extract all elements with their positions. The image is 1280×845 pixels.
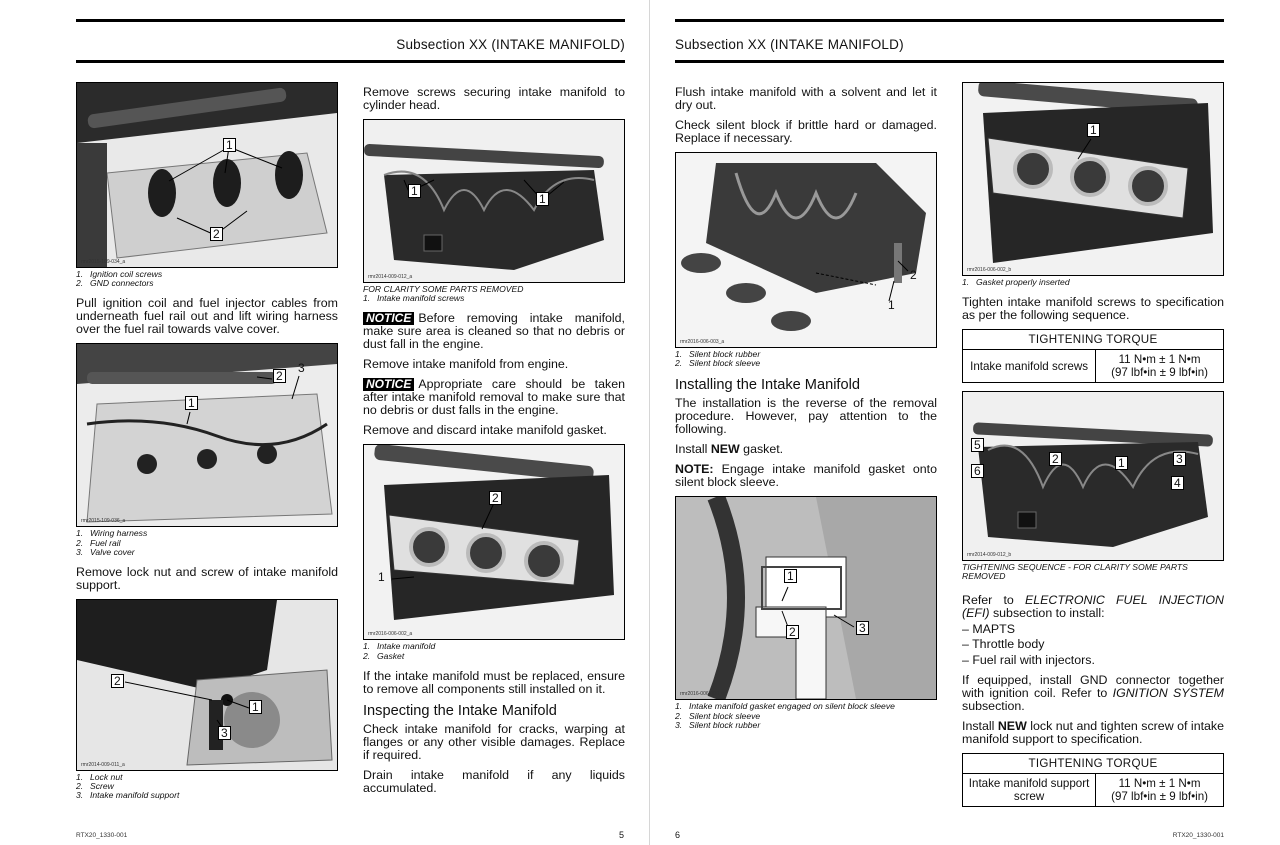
caption-number: 1. (76, 269, 84, 279)
caption-number: 3. (76, 790, 84, 801)
caption-text: Gasket (377, 650, 405, 661)
paragraph: If the intake manifold must be replaced, ensure to remove all components still installed on it. (363, 668, 625, 696)
caption-text: Ignition coil screws (90, 269, 163, 279)
callout-2: 2 (273, 369, 286, 383)
note-paragraph (675, 463, 937, 489)
callout-2: 2 (210, 227, 223, 241)
caption-text: Valve cover (90, 546, 135, 557)
figure-captions (675, 702, 937, 730)
notice-text: Before removing intake manifold, make sure area is cleaned so that no debris or dust fall in the engine. (363, 311, 625, 352)
torque-value-imperial: (97 lbf•in ± 9 lbf•in) (1111, 790, 1209, 804)
figure-gasket-inserted (962, 82, 1224, 276)
notice-badge: NOTICE (363, 312, 414, 325)
figure-manifold-gasket (363, 444, 625, 640)
callout-1: 1 (185, 396, 198, 410)
caption-number: 1. (962, 277, 970, 287)
caption-number: 3. (76, 546, 84, 557)
caption-text: Intake manifold screws (377, 293, 465, 304)
caption-text: Silent block sleeve (689, 358, 761, 369)
paragraph: Remove screws securing intake manifold to cylinder head. (363, 85, 625, 112)
text: lock nut and tighten screw of intake manifold support to specification. (962, 719, 1224, 747)
caption-number: 3. (675, 719, 683, 730)
text: If equipped, install GND connector together with ignition coil. Refer to (962, 673, 1224, 701)
figure-silent-block (675, 152, 937, 348)
paragraph: Check intake manifold for cracks, warping at flanges or any other visible damages. Replace if required. (363, 721, 625, 762)
torque-value-imperial: (97 lbf•in ± 9 lbf•in) (1111, 366, 1209, 380)
paragraph: Drain intake manifold if any liquids accumulated. (363, 767, 625, 795)
callout-1: 1 (1115, 456, 1128, 470)
callout-6: 6 (971, 464, 984, 478)
figure-captions (76, 529, 338, 557)
figure-id: rmr2014-009-012_b (967, 552, 1012, 559)
caption-text: Silent block rubber (689, 719, 761, 730)
caption-number: 1. (363, 293, 371, 304)
callout-5: 5 (971, 438, 984, 452)
text: gasket. (739, 442, 784, 457)
paragraph: Pull ignition coil and fuel injector cables from underneath fuel rail out and lift wiring harness over the fuel rail towards valve cover. (76, 296, 338, 337)
callout-4: 4 (1171, 476, 1184, 490)
paragraph: Flush intake manifold with a solvent and let it dry out. (675, 85, 937, 112)
caption-number: 2. (363, 650, 371, 661)
torque-value-metric: 11 N•m ± 1 N•m (1118, 777, 1201, 791)
header-rule-top (76, 19, 625, 22)
notice-badge: NOTICE (363, 378, 414, 391)
callout-1: 1 (378, 570, 385, 585)
figure-note: TIGHTENING SEQUENCE - FOR CLARITY SOME PARTS REMOVED (962, 562, 1188, 582)
callout-1: 1 (536, 192, 549, 206)
engine-illustration (963, 83, 1223, 275)
paragraph (962, 594, 1224, 620)
caption-number: 2. (675, 358, 683, 369)
list-item: – Throttle body (962, 637, 1045, 652)
list-item: – MAPTS (962, 621, 1016, 636)
figure-manifold-support (76, 599, 338, 771)
callout-1: 1 (784, 569, 797, 583)
paragraph (962, 674, 1224, 713)
callout-3: 3 (298, 361, 305, 376)
footer-code: RTX20_1330-001 (1172, 832, 1224, 839)
emphasis: NEW (710, 442, 740, 457)
cross-reference: ELECTRONIC FUEL INJECTION (EFI) (962, 592, 1224, 620)
header-rule-bottom (76, 60, 625, 63)
paragraph: The installation is the reverse of the removal procedure. However, pay attention to the following. (675, 396, 937, 437)
paragraph (962, 720, 1224, 746)
torque-table-header: TIGHTENING TORQUE (963, 330, 1224, 350)
engine-illustration (963, 392, 1223, 560)
caption-text: Silent block rubber (689, 349, 761, 359)
section-heading: Inspecting the Intake Manifold (363, 702, 557, 719)
figure-captions (363, 642, 625, 660)
caption-number: 1. (76, 528, 84, 539)
torque-value (1096, 774, 1224, 807)
left-column-1 (76, 82, 338, 810)
caption-text: Fuel rail (90, 537, 121, 548)
caption-number: 1. (675, 701, 683, 712)
section-heading: Installing the Intake Manifold (675, 377, 860, 394)
caption-text: Screw (90, 781, 114, 792)
callout-1: 1 (249, 700, 262, 714)
caption-number: 2. (76, 781, 84, 792)
caption-text: Silent block sleeve (689, 710, 761, 721)
figure-captions (76, 270, 338, 288)
notice-paragraph (363, 378, 625, 417)
figure-id: rmr2015-109-034_a (81, 259, 126, 265)
page-number: 6 (675, 830, 681, 840)
text: subsection. (962, 699, 1025, 714)
figure-captions (962, 278, 1224, 287)
torque-value (1096, 350, 1224, 383)
callout-2: 2 (489, 491, 502, 505)
caption-text: Wiring harness (90, 528, 148, 539)
note-text: Engage intake manifold gasket onto silent block sleeve. (675, 462, 937, 490)
torque-label: Intake manifold support screw (963, 774, 1096, 807)
torque-table (962, 329, 1224, 383)
caption-number: 2. (76, 278, 84, 289)
install-list (962, 622, 1224, 669)
notice-paragraph (363, 312, 625, 351)
left-column-2 (363, 86, 625, 802)
figure-id: rmr2015-109-036_a (81, 518, 126, 525)
figure-captions (363, 285, 625, 303)
callout-2: 2 (910, 268, 917, 282)
figure-note: FOR CLARITY SOME PARTS REMOVED (363, 284, 524, 294)
caption-text: Intake manifold gasket engaged on silent block sleeve (689, 701, 895, 712)
caption-text: Intake manifold support (90, 790, 180, 801)
page-header: Subsection XX (INTAKE MANIFOLD) (675, 37, 904, 52)
text: Install (675, 442, 711, 457)
callout-3: 3 (218, 726, 231, 740)
callout-1: 1 (408, 184, 421, 198)
figure-wiring-harness (76, 343, 338, 527)
caption-text: Gasket properly inserted (976, 277, 1070, 287)
list-item: – Fuel rail with injectors. (962, 652, 1095, 667)
figure-tightening-sequence (962, 391, 1224, 561)
text: subsection to install: (989, 605, 1105, 620)
page-number: 5 (619, 830, 625, 840)
note-label: NOTE: (675, 462, 714, 477)
callout-1: 1 (888, 298, 895, 312)
notice-text: Appropriate care should be taken after intake manifold removal to make sure that no debris or dust falls in the engine. (363, 377, 625, 418)
engine-illustration (364, 120, 624, 282)
caption-text: Lock nut (90, 772, 123, 783)
callout-2: 2 (111, 674, 124, 688)
paragraph (675, 443, 937, 456)
paragraph: Remove intake manifold from engine. (363, 357, 569, 372)
right-column-2 (962, 82, 1224, 815)
paragraph: Tighten intake manifold screws to specification as per the following sequence. (962, 295, 1224, 323)
footer-code: RTX20_1330-001 (76, 832, 128, 839)
caption-number: 2. (675, 710, 683, 721)
header-rule-bottom (675, 60, 1224, 63)
figure-id: rmr2014-009-012_a (368, 274, 413, 280)
callout-2: 2 (1049, 452, 1062, 466)
figure-captions (675, 350, 937, 368)
caption-number: 1. (363, 641, 371, 652)
callout-3: 3 (856, 621, 869, 635)
engine-illustration (77, 83, 337, 267)
figure-id: rmr2016-006-004_a (680, 691, 725, 698)
engine-illustration (364, 445, 624, 639)
page-header: Subsection XX (INTAKE MANIFOLD) (396, 37, 625, 52)
emphasis: NEW (997, 719, 1027, 734)
figure-id: rmr2014-009-011_a (81, 762, 125, 769)
paragraph: Remove lock nut and screw of intake manifold support. (76, 565, 338, 593)
figure-ignition-coil (76, 82, 338, 268)
caption-text: GND connectors (90, 278, 154, 289)
figure-id: rmr2016-006-002_b (967, 267, 1012, 273)
caption-text: Intake manifold (377, 641, 436, 652)
engine-illustration (676, 153, 936, 347)
caption-number: 2. (76, 537, 84, 548)
figure-manifold-screws (363, 119, 625, 283)
page-right (650, 0, 1280, 845)
torque-table (962, 753, 1224, 807)
right-column-1 (675, 86, 937, 739)
caption-number: 1. (675, 349, 683, 359)
callout-1: 1 (1087, 123, 1100, 137)
text: Install (962, 719, 998, 734)
paragraph: Remove and discard intake manifold gasket. (363, 423, 607, 438)
figure-id: rmr2016-006-003_a (680, 339, 725, 345)
caption-number: 1. (76, 772, 84, 783)
torque-label: Intake manifold screws (963, 350, 1096, 383)
engine-illustration (676, 497, 936, 699)
callout-3: 3 (1173, 452, 1186, 466)
header-rule-top (675, 19, 1224, 22)
figure-captions (76, 773, 338, 801)
figure-id: rmr2016-006-002_a (368, 631, 413, 638)
torque-value-metric: 11 N•m ± 1 N•m (1118, 353, 1201, 367)
text: Refer to (962, 592, 1025, 607)
paragraph: Check silent block if brittle hard or damaged. Replace if necessary. (675, 118, 937, 145)
torque-table-header: TIGHTENING TORQUE (963, 754, 1224, 774)
figure-gasket-sleeve (675, 496, 937, 700)
callout-1: 1 (223, 138, 236, 152)
callout-2: 2 (786, 625, 799, 639)
cross-reference: IGNITION SYSTEM (1112, 686, 1224, 701)
